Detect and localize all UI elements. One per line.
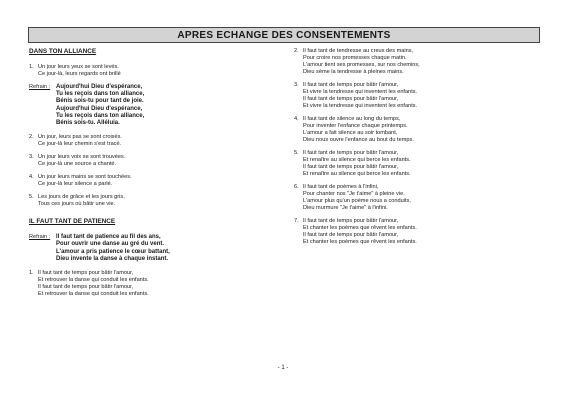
patience-verses	[29, 270, 279, 298]
verse-number: 6.	[294, 184, 299, 190]
refrain-line: Aujourd'hui Dieu d'espérance,	[56, 105, 143, 112]
refrain-line: Tu les reçois dans ton alliance,	[56, 112, 145, 119]
verse-number: 5.	[294, 150, 299, 156]
verse-line: Il faut tant de temps pour bâtir l'amour,	[303, 150, 399, 156]
verse-line: Il faut tant de temps pour bâtir l'amour,	[38, 284, 134, 291]
verse-number: 4.	[294, 116, 299, 122]
verse-line: Il faut tant de temps pour bâtir l'amour,	[303, 218, 399, 224]
verse	[29, 194, 279, 208]
verse-line: L'amour a fait silence au soir tombant,	[303, 130, 398, 136]
verse-number: 4.	[29, 174, 34, 181]
verse-line: Il faut tant de temps pour bâtir l'amour,	[303, 232, 399, 238]
verse-line: Il faut tant de temps pour bâtir l'amour,	[38, 270, 134, 277]
verse	[29, 154, 279, 168]
verse-line: Il faut tant de temps pour bâtir l'amour,	[303, 82, 399, 88]
verse-number: 2.	[29, 134, 34, 141]
verse-line: Il faut tant de silence au long du temps,	[303, 116, 401, 122]
verse-line: Et renaître au silence qui berce les enfants.	[303, 157, 411, 163]
verse-line: Pour chanter nos "Je t'aime" à pleine vie.	[303, 191, 405, 197]
refrain-line: Bénis sois-tu. Alléluia.	[56, 120, 120, 127]
alliance-verses-b	[29, 134, 279, 208]
page-title-bar	[28, 27, 540, 43]
verse-number: 1.	[29, 64, 34, 70]
verse-line: Et retrouver la danse qui conduit les enfants.	[38, 291, 149, 298]
verse-number: 3.	[294, 82, 299, 88]
verse-line: Dieu murmure "Je t'aime" à l'infini.	[303, 205, 388, 211]
section-title-patience: IL FAUT TANT DE PATIENCE	[29, 218, 116, 226]
verse-line: Ce jour-là, leurs regards ont brillé	[38, 71, 121, 77]
patience-verses-continued	[294, 48, 544, 246]
verse-number: 1.	[29, 270, 34, 277]
page-number: - 1 -	[277, 365, 289, 371]
verse-line: Un jour, leurs pas se sont croisés.	[38, 134, 122, 141]
verse-line: Ce jour-là leur silence a parlé.	[38, 181, 113, 188]
verse-number: 5.	[29, 194, 34, 201]
verse	[294, 218, 544, 246]
verse	[29, 64, 279, 78]
verse-line: Ce jour-là une source a chanté.	[38, 161, 117, 168]
right-column	[294, 48, 544, 252]
verse-number: 7.	[294, 218, 299, 224]
verse	[294, 116, 544, 144]
verse-number: 3.	[29, 154, 34, 161]
page-title: APRES ECHANGE DES CONSENTEMENTS	[177, 29, 391, 41]
section-title-alliance: DANS TON ALLIANCE	[29, 48, 97, 55]
verse	[29, 270, 279, 298]
verse	[294, 150, 544, 178]
verse	[29, 174, 279, 188]
refrain-line: L'amour a pris patience le cœur battant,	[56, 248, 170, 255]
verse-line: Un jour leurs voix se sont trouvées.	[38, 154, 126, 161]
refrain-line: Bénis sois-tu pour tant de joie.	[56, 98, 144, 105]
verse-line: Il faut tant de poèmes à l'infini,	[303, 184, 379, 190]
verse-line: Et renaître au silence qui berce les enfants.	[303, 171, 411, 177]
verse-line: Pour inventer l'enfance chaque printemps.	[303, 123, 408, 129]
refrain-line: Dieu invente la danse à chaque instant.	[56, 255, 169, 262]
alliance-verses-a	[29, 64, 279, 78]
verse-line: Il faut tant de temps pour bâtir l'amour,	[303, 96, 399, 102]
alliance-refrain	[29, 84, 279, 127]
verse-line: Et vivre la tendresse qui inventent les enfants.	[303, 103, 418, 109]
verse-line: Et chanter les poèmes que rêvent les enfants.	[303, 239, 417, 245]
patience-refrain	[29, 234, 279, 263]
verse	[294, 48, 544, 76]
verse-line: L'amour tient ses promesses, sur nos chemins,	[303, 62, 420, 68]
refrain-line: Tu les reçois dans ton alliance,	[56, 91, 145, 98]
verse-line: Et retrouver la danse qui conduit les enfants.	[38, 277, 149, 284]
verse-line: Et chanter les poèmes que rêvent les enfants.	[303, 225, 417, 231]
refrain-line: Il faut tant de patience au fil des ans,	[56, 234, 161, 241]
verse	[294, 82, 544, 110]
verse-line: Ce jour-là leur chemin s'est tracé.	[38, 141, 122, 148]
verse-line: Il faut tant de temps pour bâtir l'amour,	[303, 164, 399, 170]
verse-line: Tous ces jours où bâtir une vie.	[38, 201, 116, 208]
verse-line: Dieu nous ouvre l'enfance au bout du temps.	[303, 137, 414, 143]
verse-line: Les jours de grâce et les jours gris,	[38, 194, 125, 201]
left-column	[29, 48, 279, 304]
verse-line: Pour croire nos promesses chaque matin.	[303, 55, 407, 61]
verse-line: Il faut tant de tendresse au creux des mains,	[303, 48, 414, 54]
verse	[29, 134, 279, 148]
refrain-line: Pour ouvrir une danse au gré du vent.	[56, 241, 165, 248]
verse-line: Dieu sème la tendresse à pleines mains.	[303, 69, 404, 75]
verse	[294, 184, 544, 212]
verse-line: Et vivre la tendresse qui inventent les enfants.	[303, 89, 418, 95]
verse-line: Un jour leurs mains se sont touchées.	[38, 174, 132, 181]
verse-line: L'amour plus qu'un poème nous a conduits,	[303, 198, 411, 204]
refrain-label: Refrain :	[29, 234, 51, 241]
verse-line: Un jour leurs yeux se sont levés.	[38, 64, 119, 70]
refrain-line: Aujourd'hui Dieu d'espérance,	[56, 84, 143, 90]
verse-number: 2.	[294, 48, 299, 54]
refrain-label: Refrain :	[29, 84, 51, 90]
